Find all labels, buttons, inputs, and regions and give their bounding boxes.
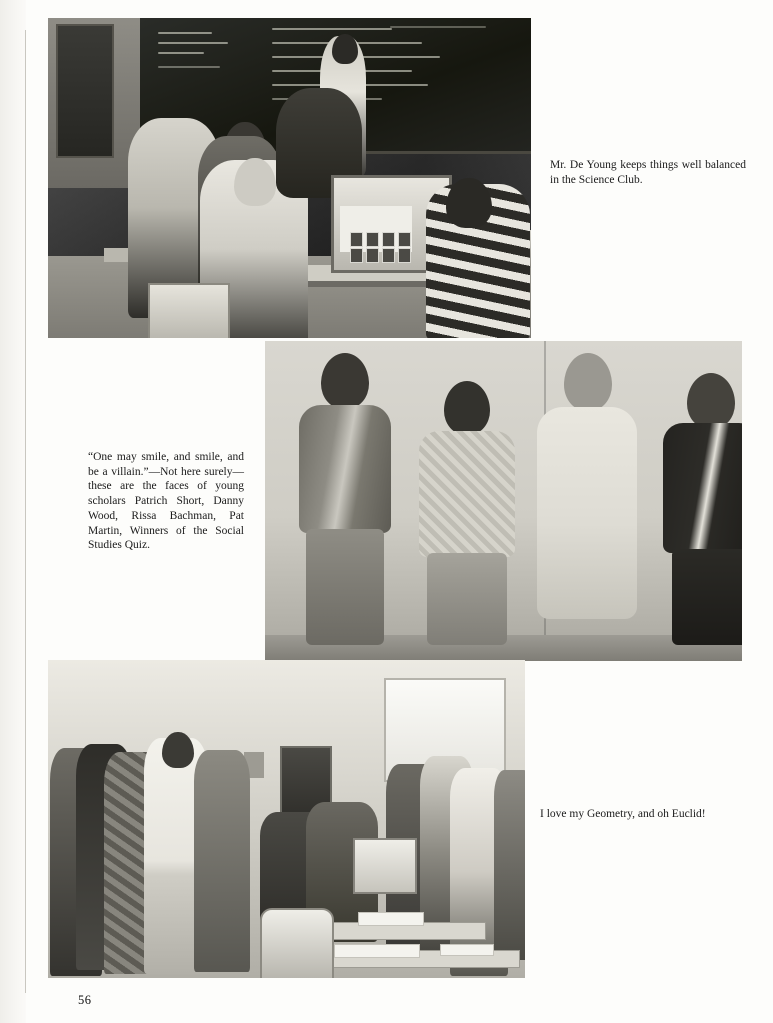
student-legs [427, 553, 507, 645]
student-head-white-shirt [162, 732, 194, 768]
student-group-left-4 [194, 750, 250, 972]
caption-geometry: I love my Geometry, and oh Euclid! [540, 808, 706, 820]
student-head-striped [446, 178, 492, 228]
geometry-classroom-photo [48, 660, 525, 978]
student-dress [537, 407, 637, 619]
caption-quiz-winners: “One may smile, and smile, and be a villain.”—Not here surely—these are the faces of young scholars Patrich Short, Danny Wood, Rissa Bachman, Pat Martin, Winners of the Social Studies Quiz. [88, 451, 244, 552]
science-club-photo [48, 18, 531, 338]
student-pat-martin [651, 363, 742, 645]
student-legs [672, 549, 742, 645]
student-danny-wood [407, 367, 527, 645]
student-legs [306, 529, 384, 645]
student-patrich-short [285, 353, 405, 645]
book-rack [353, 838, 417, 894]
student-group-right-4 [494, 770, 525, 960]
quiz-winners-photo [265, 341, 742, 661]
teacher-head [332, 34, 358, 64]
classroom-chair [148, 283, 230, 338]
classroom-door [56, 24, 114, 158]
student-head [687, 373, 735, 429]
classroom-chair-foreground [260, 908, 334, 978]
gutter-fold-line [25, 30, 26, 993]
student-rissa-bachman [527, 353, 649, 645]
student-torso [663, 423, 742, 553]
page-number: 56 [78, 993, 92, 1007]
papers-on-desk-2 [334, 944, 420, 958]
student-head [321, 353, 369, 409]
student-torso [299, 405, 391, 533]
student-head-center [234, 158, 276, 206]
student-head [444, 381, 490, 435]
student-torso [419, 431, 515, 557]
caption-science-club: Mr. De Young keeps things well balanced in the Science Club. [550, 159, 746, 186]
student-head [564, 353, 612, 411]
papers-on-desk-3 [440, 944, 494, 956]
papers-on-desk-1 [358, 912, 424, 926]
page-gutter [0, 0, 26, 1023]
